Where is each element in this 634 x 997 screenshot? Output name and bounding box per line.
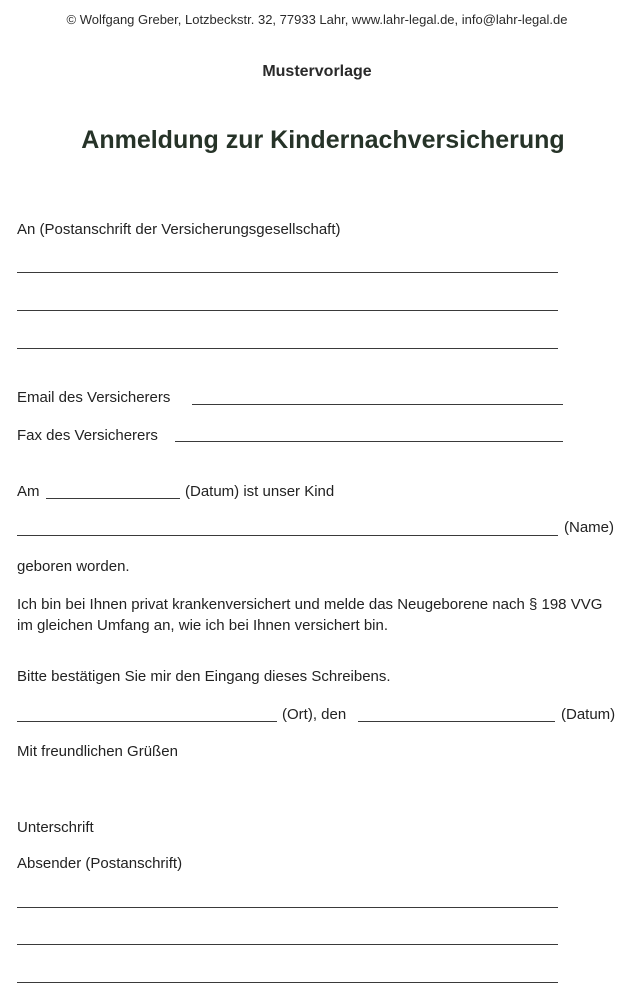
sender-address-line-3[interactable]: [17, 982, 558, 983]
date-label: (Datum): [561, 706, 616, 723]
recipient-address-label: An (Postanschrift der Versicherungsgesellschaft): [17, 221, 341, 238]
insurer-email-line[interactable]: [192, 404, 563, 405]
document-subtitle: Mustervorlage: [262, 63, 372, 80]
date-line[interactable]: [358, 721, 555, 722]
greeting: Mit freundlichen Grüßen: [17, 743, 178, 760]
sender-address-label: Absender (Postanschrift): [17, 855, 183, 872]
birth-date-label: (Datum) ist unser Kind: [185, 483, 335, 500]
sender-address-line-2[interactable]: [17, 944, 558, 945]
child-name-label: (Name): [564, 519, 615, 536]
sender-address-line-1[interactable]: [17, 907, 558, 908]
place-line[interactable]: [17, 721, 277, 722]
recipient-address-line-1[interactable]: [17, 272, 558, 273]
registration-paragraph: Ich bin bei Ihnen privat krankenversichert und melde das Neugeborene nach § 198 VVG im gleichen Umfang an, wie ich bei Ihnen versichert bin.: [17, 596, 603, 634]
child-name-line[interactable]: [17, 535, 558, 536]
birth-am-label: Am: [17, 483, 40, 500]
signature-label: Unterschrift: [17, 819, 94, 836]
insurer-email-label: Email des Versicherers: [17, 389, 171, 406]
recipient-address-line-2[interactable]: [17, 310, 558, 311]
birth-date-line[interactable]: [46, 498, 180, 499]
born-text: geboren worden.: [17, 558, 130, 575]
place-label: (Ort), den: [282, 706, 347, 723]
confirmation-request: Bitte bestätigen Sie mir den Eingang dieses Schreibens.: [17, 668, 391, 685]
document-title: Anmeldung zur Kindernachversicherung: [81, 126, 565, 154]
copyright-header: © Wolfgang Greber, Lotzbeckstr. 32, 77933 Lahr, www.lahr-legal.de, info@lahr-legal.de: [66, 12, 568, 27]
insurer-fax-label: Fax des Versicherers: [17, 427, 158, 444]
insurer-fax-line[interactable]: [175, 441, 563, 442]
recipient-address-line-3[interactable]: [17, 348, 558, 349]
